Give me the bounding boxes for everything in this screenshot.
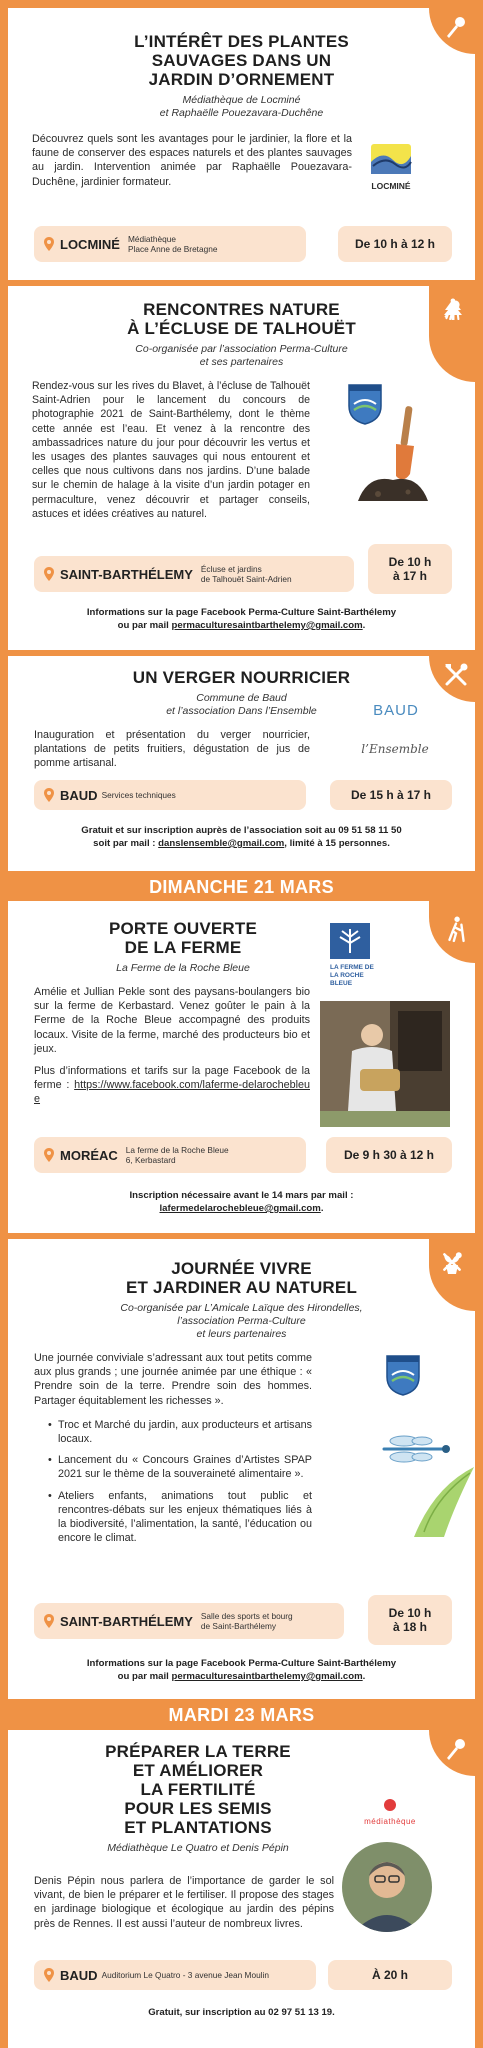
corner-badge	[429, 1730, 475, 1776]
event-description: Inauguration et présentation du verger nourricier, plantations de petits fruitiers, dégustation de jus de pomme artisanal.	[34, 729, 310, 770]
event-card-preparer-terre	[8, 1730, 475, 2048]
event-time: De 10 h à 12 h	[338, 226, 452, 262]
address: Auditorium Le Quatro - 3 avenue Jean Moulin	[101, 1970, 269, 1980]
event-title: PORTE OUVERTE DE LA FERME	[108, 919, 258, 957]
list-item: • Lancement du « Concours Graines d’Artistes SPAP 2021 sur le thème de la souveraineté alimentaire ».	[48, 1453, 312, 1481]
saint-barthelemy-crest	[384, 1353, 422, 1402]
event-info: Gratuit, sur inscription au 02 97 51 13 19.	[148, 2007, 335, 2018]
event-time: De 10 h à 17 h	[368, 544, 452, 594]
town-name: MORÉAC	[60, 1147, 118, 1163]
event-description: Amélie et Jullian Pekle sont des paysans-boulangers bio sur la ferme de Kerbastard. Venez goûter le pain à la Ferme de la Roche Bleue accompagné des produits locaux. Visite de la ferme, marché des producteurs bio et jeux. Plus d’informations et tarifs sur la page Facebook de la ferme : https://www.facebook.com/laferme-delarochebleue	[34, 986, 310, 1106]
event-organizer: Co-organisée par l’association Perma-Culture et ses partenaires	[135, 343, 348, 368]
event-title: RENCONTRES NATURE À L’ÉCLUSE DE TALHOUËT	[127, 300, 356, 338]
location-pin-icon	[44, 1968, 54, 1982]
list-item: • Troc et Marché du jardin, aux producteurs et artisans locaux.	[48, 1418, 312, 1446]
event-card-journee-vivre	[8, 1239, 475, 1699]
hiker-icon	[443, 915, 469, 943]
activity-list	[48, 1418, 312, 1546]
address: Écluse et jardins de Talhouët Saint-Adrien	[200, 564, 292, 584]
address: Services techniques	[101, 790, 176, 800]
event-time: À 20 h	[328, 1960, 452, 1990]
event-location	[34, 780, 306, 810]
event-organizer: La Ferme de la Roche Bleue	[116, 962, 250, 974]
event-location	[34, 1603, 344, 1639]
event-description: Une journée conviviale s’adressant aux tout petits comme aux plus grands ; une journée animée par une éthique : « Prendre soin de la terre. Prendre soin des hommes. Partager équitablement les richesses ». • Troc et Marché du jardin, aux producteurs et artisans locaux. • Lancement du « Concours Graines d’Artistes SPAP 2021 sur le thème de la souveraineté alimentaire ». • Ateliers enfants, animations tout public et rencontres-débats sur les enjeux thématiques liés à la biodiversité, l’alimentation, la santé, l’éducation ou encore le climat.	[34, 1351, 312, 1552]
email-link[interactable]: lafermedelarochebleue@gmail.com	[159, 1203, 321, 1214]
baud-logo: BAUD	[373, 702, 419, 719]
event-card-porte-ouverte	[8, 901, 475, 1233]
address: La ferme de la Roche Bleue 6, Kerbastard	[125, 1145, 229, 1165]
event-organizer: Médiathèque de Locminé et Raphaëlle Pouezavara-Duchêne	[159, 94, 324, 119]
event-time: De 10 h à 18 h	[368, 1595, 452, 1645]
list-item: • Ateliers enfants, animations tout public et rencontres-débats sur les enjeux thématiques liés à la biodiversité, l’alimentation, la santé, l’éducation ou encore le climat.	[48, 1489, 312, 1546]
trowel-illustration	[348, 396, 438, 521]
speaker-portrait	[342, 1842, 432, 1932]
town-name: SAINT-BARTHÉLEMY	[60, 1613, 193, 1629]
event-info: Inscription nécessaire avant le 14 mars par mail : lafermedelarochebleue@gmail.com.	[129, 1190, 354, 1214]
event-description: Rendez-vous sur les rives du Blavet, à l’écluse de Talhouët Saint-Adrien pour le lancement du concours de photographie 2021 de Saint-Barthélemy, dont le thème cette année est l’eau. Et venez à la rencontre des ambassadrices nature du jour pour découvrir les vertus et les usages des plantes sauvages qui nous entourent et celles que nous cultivons dans nos jardins. D’une balade sur le chemin de halage à la visite d’un jardin potager en permaculture, venez découvrir et partager conseils, astuces et idées créatives au naturel.	[32, 380, 310, 520]
dragonfly-illustration	[374, 1427, 474, 1542]
event-time: De 15 h à 17 h	[330, 780, 452, 810]
town-name: BAUD	[60, 1967, 98, 1983]
mediatheque-logo: médiathèque	[350, 1798, 430, 1826]
location-pin-icon	[44, 1148, 54, 1162]
dans-lensemble-logo: l’Ensemble	[361, 742, 429, 756]
event-location	[34, 226, 306, 262]
location-pin-icon	[44, 567, 54, 581]
event-location	[34, 556, 354, 592]
event-card-rencontres-nature	[8, 286, 475, 650]
event-title: PRÉPARER LA TERRE ET AMÉLIORER LA FERTILITÉ POUR LES SEMIS ET PLANTATIONS	[105, 1742, 291, 1837]
address: Salle des sports et bourg de Saint-Barthélemy	[200, 1611, 293, 1631]
address: Médiathèque Place Anne de Bretagne	[127, 234, 218, 254]
location-pin-icon	[44, 237, 54, 251]
event-info: Gratuit et sur inscription auprès de l’association soit au 09 51 58 11 50 soit par mail : danslensemble@gmail.com, limité à 15 personnes.	[81, 825, 402, 849]
event-info: Informations sur la page Facebook Perma-Culture Saint-Barthélemy ou par mail permaculturesaintbarthelemy@gmail.com.	[86, 607, 397, 631]
location-pin-icon	[44, 788, 54, 802]
event-location	[34, 1137, 306, 1173]
event-description: Découvrez quels sont les avantages pour le jardinier, la flore et la faune de conserver des espaces naturels et des plantes sauvages au jardin. Intervention animée par Raphaëlle Pouezavara-Duchêne, jardinier formateur.	[32, 133, 352, 188]
ferme-roche-bleue-logo: LA FERME DE LA ROCHE BLEUE	[330, 923, 386, 988]
locmine-logo: LOCMINÉ	[360, 142, 422, 191]
event-organizer: Co-organisée par L’Amicale Laïque des Hirondelles, l’association Perma-Culture et leurs partenaires	[120, 1302, 363, 1340]
farmer-photo	[320, 1001, 450, 1127]
event-title: JOURNÉE VIVRE ET JARDINER AU NATUREL	[125, 1259, 358, 1297]
location-pin-icon	[44, 1614, 54, 1628]
day-header: MARDI 23 MARS	[168, 1705, 315, 1725]
event-organizer: Médiathèque Le Quatro et Denis Pépin	[107, 1842, 289, 1854]
event-organizer: Commune de Baud et l’association Dans l’Ensemble	[166, 692, 317, 717]
email-link[interactable]: permaculturesaintbarthelemy@gmail.com	[171, 620, 363, 631]
town-name: BAUD	[60, 787, 98, 803]
event-title: UN VERGER NOURRICIER	[132, 668, 351, 687]
event-location	[34, 1960, 316, 1990]
event-card-plantes-sauvages	[8, 8, 475, 280]
event-info: Informations sur la page Facebook Perma-Culture Saint-Barthélemy ou par mail permaculturesaintbarthelemy@gmail.com.	[86, 1658, 397, 1682]
email-link[interactable]: danslensemble@gmail.com	[158, 838, 285, 849]
town-name: LOCMINÉ	[60, 236, 120, 252]
event-description: Denis Pépin nous parlera de l’importance de garder le sol vivant, de bien le préparer et le fertiliser. Il propose des stages en jardinage biologique et écologique au jardin des pépins près de Rennes. Il est aussi l’auteur de nombreux livres.	[34, 1875, 334, 1930]
day-header: DIMANCHE 21 MARS	[149, 877, 334, 897]
event-title: L’INTÉRÊT DES PLANTES SAUVAGES DANS UN JARDIN D’ORNEMENT	[134, 32, 349, 89]
facebook-link[interactable]: https://www.facebook.com/laferme-delarochebleue	[34, 1079, 310, 1106]
event-time: De 9 h 30 à 12 h	[326, 1137, 452, 1173]
microphone-icon	[443, 1736, 469, 1762]
email-link[interactable]: permaculturesaintbarthelemy@gmail.com	[171, 1671, 363, 1682]
town-name: SAINT-BARTHÉLEMY	[60, 566, 193, 582]
event-card-verger	[8, 656, 475, 871]
corner-badge	[429, 901, 475, 963]
